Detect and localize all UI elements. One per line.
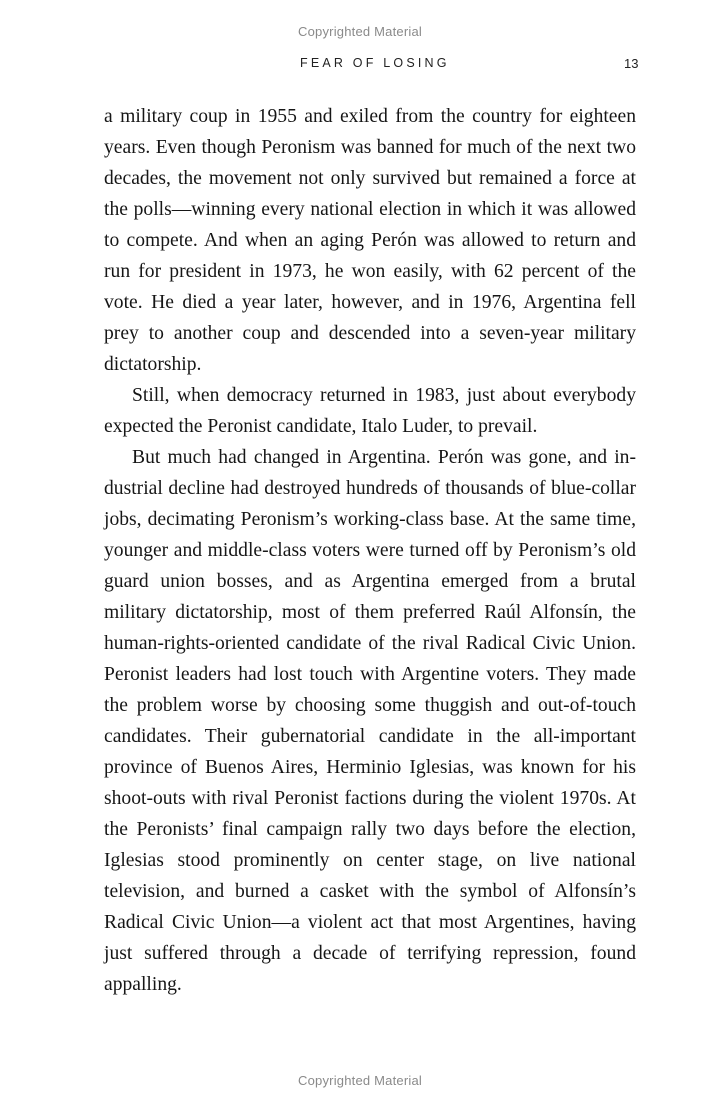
body-text	[104, 101, 636, 1000]
copyright-notice-bottom: Copyrighted Material	[298, 1073, 422, 1088]
paragraph-3: But much had changed in Argentina. Perón was gone, and industrial decline had destroyed hundreds of thousands of blue-collar jobs, decimating Peronism’s working-class base. At the same time, younger and middle-class voters were turned off by Peronism’s old guard union bosses, and as Argentina emerged from a brutal military dictatorship, most of them preferred Raúl Alfonsín, the human-rights-oriented candidate of the rival Radical Civic Union. Peronist leaders had lost touch with Argentine voters. They made the problem worse by choosing some thuggish and out-of-touch candidates. Their gubernatorial candidate in the all-important province of Buenos Aires, Herminio Iglesias, was known for his shoot-outs with rival Peronist factions during the violent 1970s. At the Peronists’ final campaign rally two days before the election, Iglesias stood prominently on center stage, on live national television, and burned a casket with the symbol of Alfonsín’s Radical Civic Union—a violent act that most Argentines, having just suffered through a decade of terrifying repression, found appalling.	[104, 447, 636, 995]
paragraph-1: a military coup in 1955 and exiled from the country for eighteen years. Even though Peronism was banned for much of the next two decades, the movement not only survived but remained a force at the polls—winning every national election in which it was allowed to compete. And when an aging Perón was allowed to return and run for president in 1973, he won easily, with 62 percent of the vote. He died a year later, however, and in 1976, Argentina fell prey to another coup and descended into a seven-year military dictatorship.	[104, 106, 636, 375]
copyright-notice-top: Copyrighted Material	[298, 24, 422, 39]
page-number: 13	[624, 56, 639, 71]
running-head	[0, 56, 720, 74]
paragraph-2: Still, when democracy returned in 1983, just about everybody expected the Peronist candidate, Italo Luder, to prevail.	[104, 385, 636, 437]
running-title: FEAR OF LOSING	[300, 56, 450, 70]
